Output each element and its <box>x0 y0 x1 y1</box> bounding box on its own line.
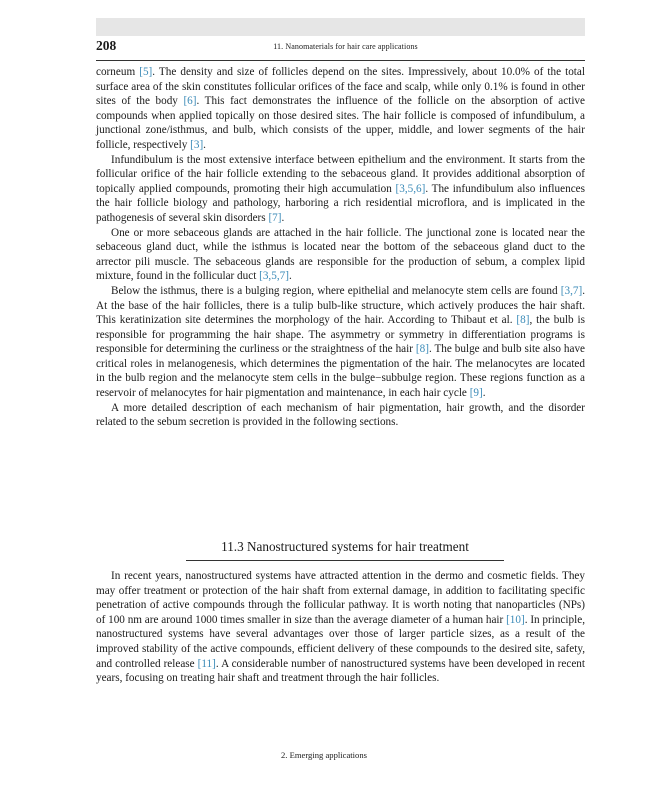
paragraph: Below the isthmus, there is a bulging region, where epithelial and melanocyte stem cells are found [3,7]. At the base of the hair follicles, there is a tulip bulb-like structure, which actively produces the hair shaft. This keratinization site determines the morphology of the hair. According to Thibaut et al. [8], the bulb is responsible for programming the hair shape. The asymmetry or symmetry in differentiation programs is responsible for determining the curliness or the straightness of the hair [8]. The bulge and bulb site also have critical roles in melanogenesis, which determines the pigmentation of the hair. The melanocytes are located in the bulb region and the melanocyte stem cells in the bulge−subbulge region. These regions function as a reservoir of melanocytes for hair pigmentation and maintenance, in each hair cycle [9]. <box>96 284 586 400</box>
citation-link[interactable]: [8] <box>516 314 530 327</box>
header-shade-bar <box>96 18 585 36</box>
paragraph: A more detailed description of each mechanism of hair pigmentation, hair growth, and the disorder related to the sebum secretion is provided in the following sections. <box>96 401 585 429</box>
body-text-bottom <box>96 569 585 686</box>
citation-link[interactable]: [3,5,6] <box>395 182 426 195</box>
paragraph: Infundibulum is the most extensive interface between epithelium and the environment. It starts from the follicular orifice of the hair follicle extending to the sebaceous gland. It provides additional absorption of topically applied compounds, promoting their high accumulation [3,5,6]. The infundibulum also influences the hair follicle biology and pathology, harboring a rich residential microflora, and is implicated in the pathogenesis of several skin disorders [7]. <box>96 153 585 224</box>
citation-link[interactable]: [5] <box>139 66 153 78</box>
citation-link[interactable]: [7] <box>268 211 282 224</box>
page-number: 208 <box>96 38 117 53</box>
citation-link[interactable]: [11] <box>197 657 216 670</box>
citation-link[interactable]: [3] <box>190 138 204 151</box>
citation-link[interactable]: [3,5,7] <box>259 270 289 283</box>
citation-link[interactable]: [10] <box>506 613 525 626</box>
paragraph: One or more sebaceous glands are attached in the hair follicle. The junctional zone is located near the sebaceous gland duct, while the isthmus is located near the bottom of the sebaceous gland duct to the arrector pili muscle. The sebaceous glands are responsible for the production of sebum, a complex lipid mixture, found in the follicular duct [3,5,7]. <box>96 226 585 283</box>
paragraph: corneum [5]. The density and size of follicles depend on the sites. Impressively, about 10.0% of the total surface area of the skin constitutes follicular orifices of the face and scalp, while only 0.1% is found in other sites of the body [6]. This fact demonstrates the influence of the follicle on the absorption of active compounds when applied topically on those desired sites. The hair follicle is composed of infundibulum, a junctional zone/isthmus, and bulb, which consists of the upper, middle, and lower segments of the hair follicle, respectively [3]. <box>96 66 585 151</box>
body-text-top <box>96 65 585 430</box>
paragraph: In recent years, nanostructured systems have attracted attention in the dermo and cosmetic fields. They may offer treatment or protection of the hair shaft from external damage, in addition to facilitating specific penetration of active compounds through the follicular pathway. It is worth noting that nanoparticles (NPs) of 100 nm are around 1000 times smaller in size than the average diameter of a human hair [10]. In principle, nanostructured systems have several advantages over those of larger particle sizes, as a result of the improved stability of the active compounds, efficient delivery of these compounds to the desired site, safety, and controlled release [11]. A considerable number of nanostructured systems have been developed in recent years, focusing on treating hair shaft and treatment through the hair follicles. <box>96 570 585 685</box>
section-heading: 11.3 Nanostructured systems for hair treatment <box>186 538 504 561</box>
running-header <box>96 36 585 61</box>
citation-link[interactable]: [3,7] <box>560 284 583 297</box>
citation-link[interactable]: [9] <box>469 387 483 400</box>
citation-link[interactable]: [8] <box>415 343 429 356</box>
citation-link[interactable]: [6] <box>183 95 197 108</box>
page-footer: 2. Emerging applications <box>280 750 367 760</box>
running-head-title: 11. Nanomaterials for hair care applications <box>273 42 418 51</box>
